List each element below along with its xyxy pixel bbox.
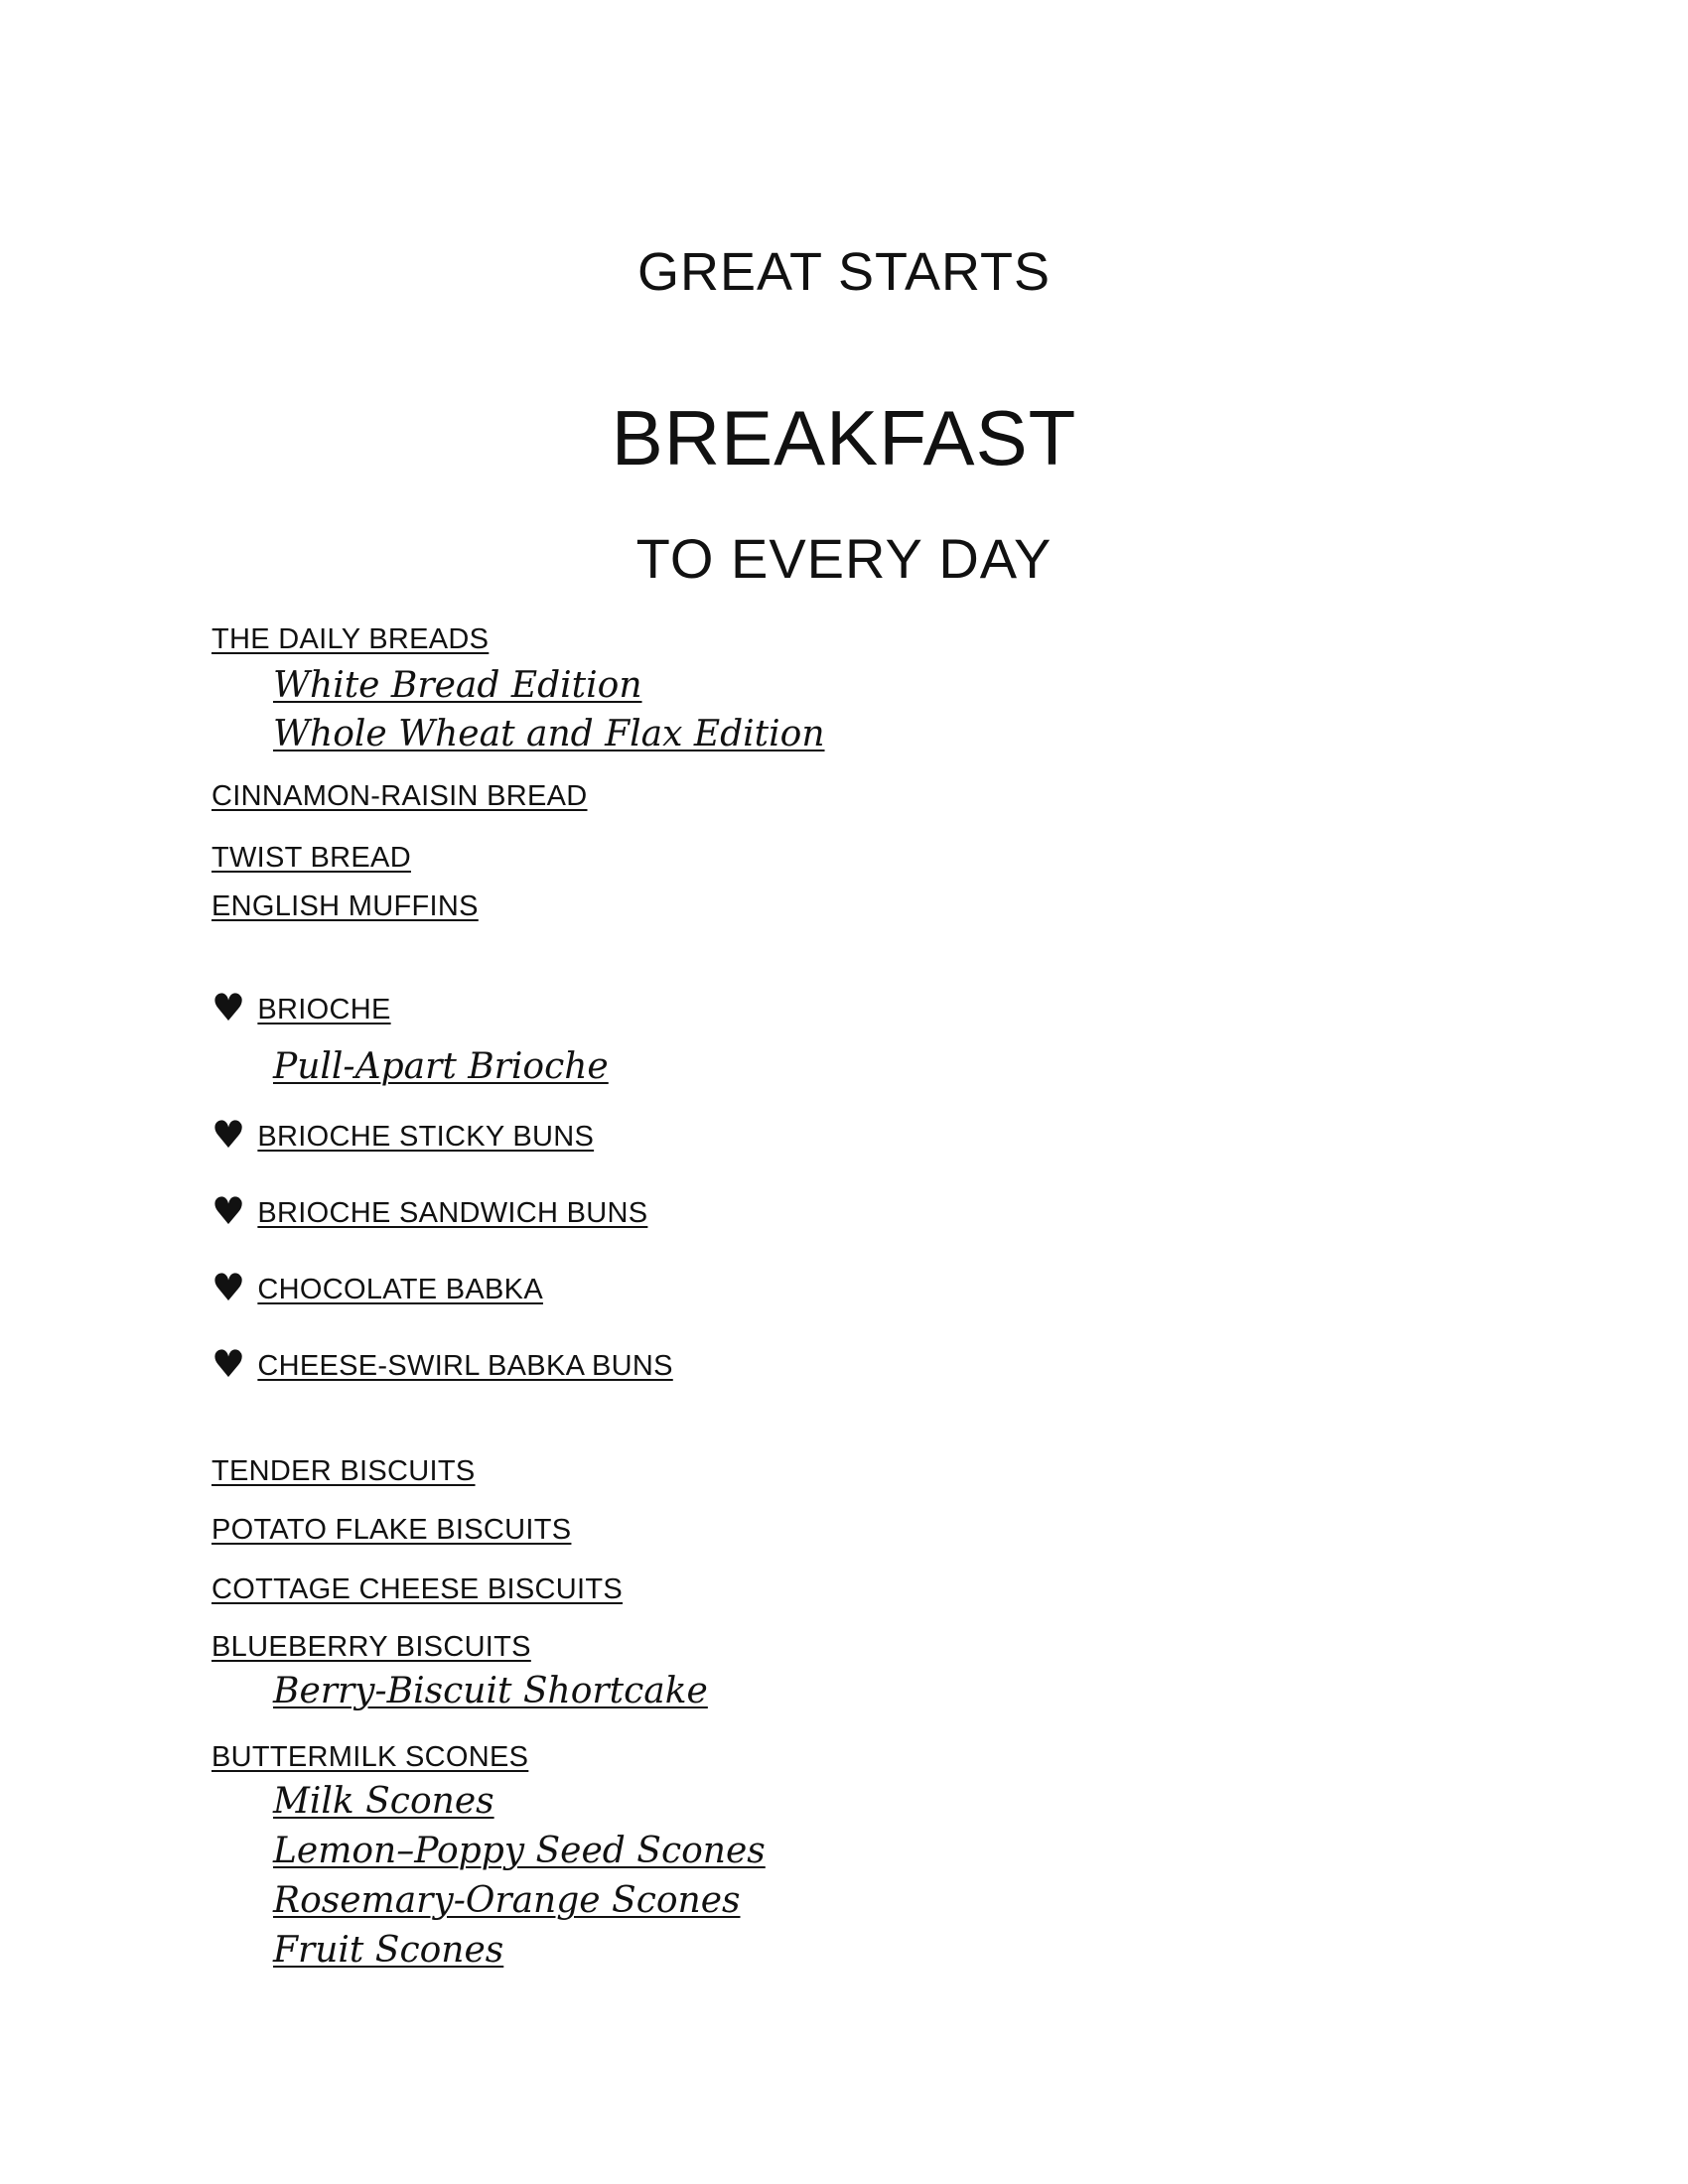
toc-link-tender-biscuits[interactable]: TENDER BISCUITS	[211, 1455, 476, 1487]
toc-label-cheese-swirl-babka-buns: CHEESE-SWIRL BABKA BUNS	[257, 1350, 673, 1382]
toc-label-brioche-sticky-buns: BRIOCHE STICKY BUNS	[257, 1121, 595, 1153]
toc-link-milk-scones[interactable]: Milk Scones	[273, 1781, 494, 1822]
toc-link-english-muffins[interactable]: ENGLISH MUFFINS	[211, 890, 479, 922]
toc-link-twist-bread[interactable]: TWIST BREAD	[211, 842, 411, 874]
toc-link-lemon-poppy-seed-scones[interactable]: Lemon–Poppy Seed Scones	[273, 1831, 766, 1871]
toc-link-cottage-cheese-biscuits[interactable]: COTTAGE CHEESE BISCUITS	[211, 1573, 624, 1605]
page-title-breakfast: BREAKFAST	[611, 394, 1077, 482]
toc-link-buttermilk-scones[interactable]: BUTTERMILK SCONES	[211, 1741, 529, 1773]
toc-link-fruit-scones[interactable]: Fruit Scones	[273, 1930, 504, 1971]
toc-link-blueberry-biscuits[interactable]: BLUEBERRY BISCUITS	[211, 1631, 531, 1663]
toc-link-cinnamon-raisin-bread[interactable]: CINNAMON-RAISIN BREAD	[211, 780, 588, 812]
toc-link-brioche-sticky-buns[interactable]	[211, 1113, 595, 1157]
heart-icon: ♥	[211, 1266, 246, 1309]
toc-link-rosemary-orange-scones[interactable]: Rosemary-Orange Scones	[273, 1880, 741, 1921]
toc-link-pull-apart-brioche[interactable]: Pull-Apart Brioche	[273, 1046, 609, 1087]
page-title-line-1: GREAT STARTS	[636, 242, 1052, 303]
toc-link-potato-flake-biscuits[interactable]: POTATO FLAKE BISCUITS	[211, 1514, 572, 1546]
toc-link-daily-breads[interactable]: THE DAILY BREADS	[211, 623, 490, 655]
heart-icon: ♥	[211, 1342, 246, 1386]
toc-link-cheese-swirl-babka-buns[interactable]	[211, 1342, 673, 1386]
toc-link-brioche[interactable]	[211, 986, 391, 1029]
toc-label-brioche-sandwich-buns: BRIOCHE SANDWICH BUNS	[257, 1197, 648, 1229]
toc-link-brioche-sandwich-buns[interactable]	[211, 1189, 648, 1233]
toc-link-berry-biscuit-shortcake[interactable]: Berry-Biscuit Shortcake	[273, 1671, 708, 1711]
toc-link-chocolate-babka[interactable]	[211, 1266, 543, 1309]
heart-icon: ♥	[211, 1113, 246, 1157]
toc-label-brioche: BRIOCHE	[257, 994, 391, 1025]
heart-icon: ♥	[211, 1189, 246, 1233]
toc-link-white-bread-edition[interactable]: White Bread Edition	[273, 665, 642, 706]
toc-label-chocolate-babka: CHOCOLATE BABKA	[257, 1274, 543, 1305]
toc-link-whole-wheat-flax-edition[interactable]: Whole Wheat and Flax Edition	[273, 714, 825, 754]
heart-icon: ♥	[211, 986, 246, 1029]
page-title-line-3: TO EVERY DAY	[635, 526, 1053, 590]
